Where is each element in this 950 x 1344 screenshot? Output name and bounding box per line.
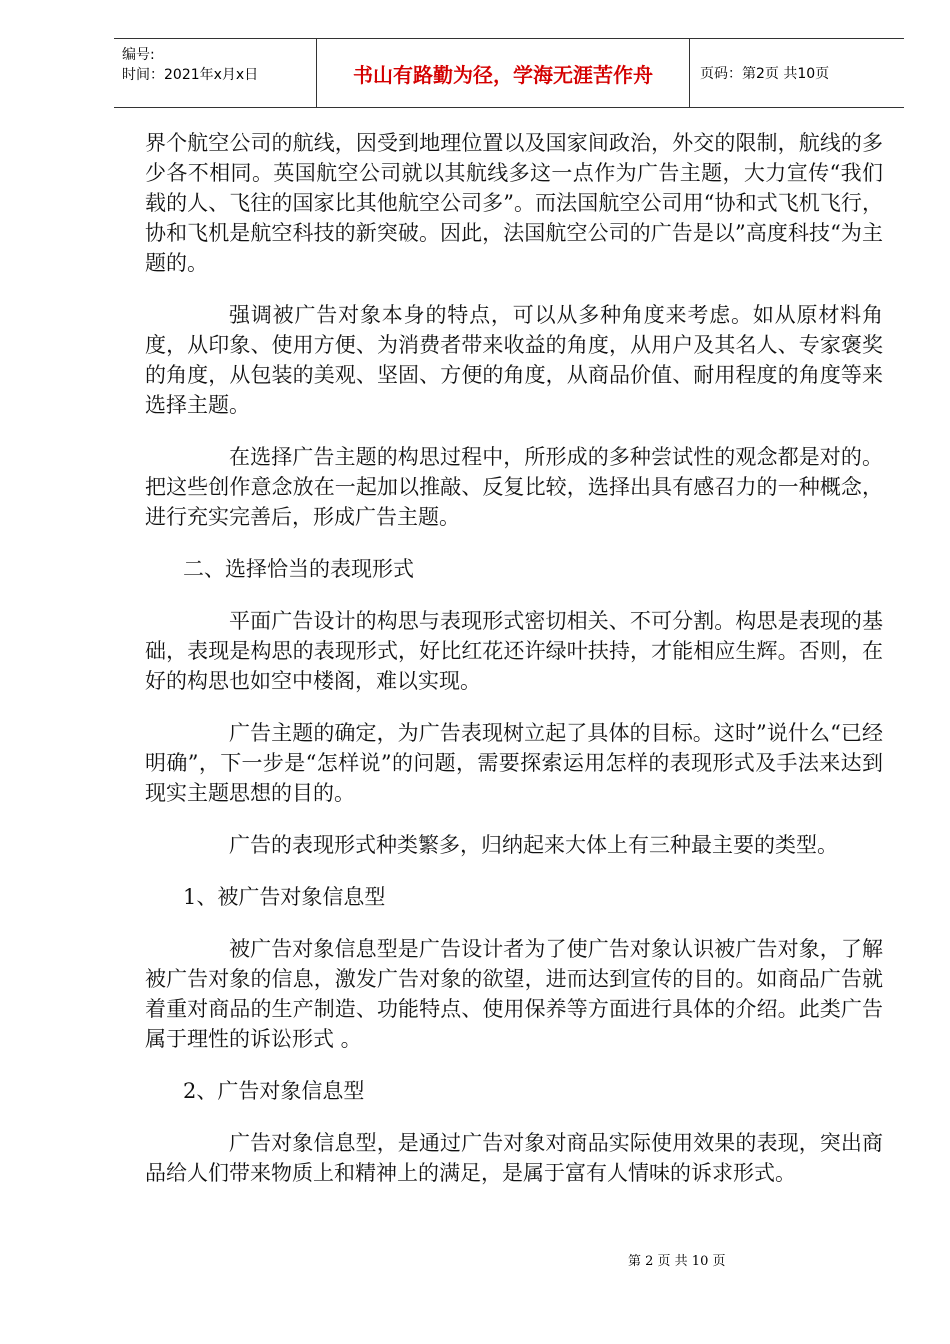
paragraph: 广告主题的确定，为广告表现树立起了具体的目标。这时”说什么“已经明确”，下一步是“怎样说”的问题，需要探索运用怎样的表现形式及手法来达到现实主题思想的目的。 <box>145 721 883 805</box>
header-meta <box>114 39 316 107</box>
paragraph: 强调被广告对象本身的特点，可以从多种角度来考虑。如从原材料角度，从印象、使用方便、为消费者带来收益的角度，从用户及其名人、专家褒奖的角度，从包装的美观、坚固、方便的角度，从商品价值、耐用程度的角度等来选择主题。 <box>145 303 883 417</box>
header-motto: 书山有路勤为径，学海无涯苦作舟 <box>316 39 690 107</box>
paragraph: 广告的表现形式种类繁多，归纳起来大体上有三种最主要的类型。 <box>229 833 838 857</box>
section-heading: 二、选择恰当的表现形式 <box>183 557 414 581</box>
time-label: 时间：2021年x月x日 <box>122 67 259 83</box>
page-footer: 第 2 页 共 10 页 <box>628 1254 726 1269</box>
paragraph: 在选择广告主题的构思过程中，所形成的多种尝试性的观念都是对的。把这些创作意念放在一起加以推敲、反复比较，选择出具有感召力的一种概念，进行充实完善后，形成广告主题。 <box>145 445 883 529</box>
document-body <box>145 128 883 1210</box>
paragraph: 界个航空公司的航线，因受到地理位置以及国家间政治，外交的限制，航线的多少各不相同。英国航空公司就以其航线多这一点作为广告主题，大力宣传“我们载的人、飞往的国家比其他航空公司多”。而法国航空公司用“协和式飞机飞行，协和飞机是航空科技的新突破。因此，法国航空公司的广告是以”高度科技“为主题的。 <box>145 131 883 275</box>
subsection-heading: 1、被广告对象信息型 <box>183 885 386 909</box>
paragraph: 平面广告设计的构思与表现形式密切相关、不可分割。构思是表现的基础，表现是构思的表现形式，好比红花还许绿叶扶持，才能相应生辉。否则，在好的构思也如空中楼阁，难以实现。 <box>145 609 883 693</box>
page-header <box>114 38 904 108</box>
number-label: 编号: <box>122 47 155 63</box>
paragraph: 被广告对象信息型是广告设计者为了使广告对象认识被广告对象，了解被广告对象的信息，激发广告对象的欲望，进而达到宣传的目的。如商品广告就着重对商品的生产制造、功能特点、使用保养等方面进行具体的介绍。此类广告属于理性的诉讼形式 。 <box>145 937 883 1051</box>
subsection-heading: 2、广告对象信息型 <box>183 1079 365 1103</box>
paragraph: 广告对象信息型，是通过广告对象对商品实际使用效果的表现，突出商品给人们带来物质上和精神上的满足，是属于富有人情味的诉求形式。 <box>145 1131 883 1185</box>
header-page-label: 页码：第2页 共10页 <box>700 66 830 82</box>
